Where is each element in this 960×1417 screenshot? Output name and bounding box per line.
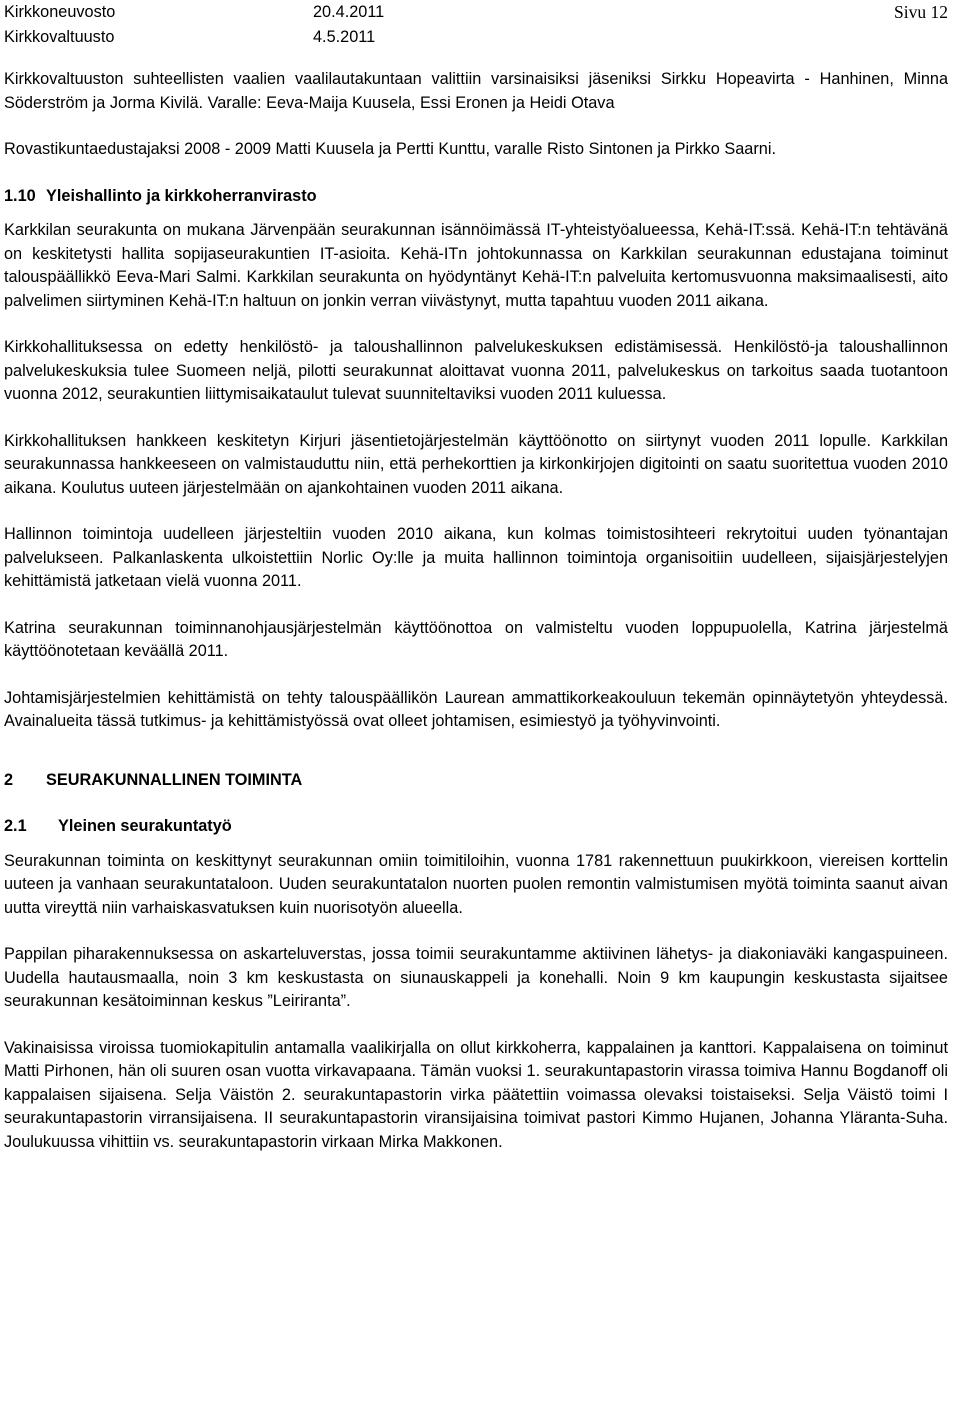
paragraph-johtamisjarjestelmat: Johtamisjärjestelmien kehittämistä on tehty talouspäällikön Laurean ammattikorkeakouluun tekemän opinnäytetyön yhteydessä. Avainalueita tässä tutkimus- ja kehittämistyössä ovat olleet johtamisen, esimiestyö ja työhyvinvointi. bbox=[4, 688, 948, 730]
paragraph-keha-it: Karkkilan seurakunta on mukana Järvenpään seurakunnan isännöimässä IT-yhteistyöalueessa, Kehä-IT:ssä. Kehä-IT:n tehtävänä on keskitetysti hallita sopijaseurakuntien IT-asioita. Kehä-ITn johtokunnassa on Karkkilan seurakunnan edustajana toiminut talouspäällikkö Eeva-Mari Salmi. Karkkilan seurakunta on hyödyntänyt Kehä-IT:n palveluita kertomusvuonna maksimaalisesti, aito palvelimen siirtyminen Kehä-IT:n haltuun on jonkin verran viivästynyt, mutta tapahtuu vuoden 2011 aikana. bbox=[4, 221, 948, 310]
section-title: Yleishallinto ja kirkkoherranvirasto bbox=[46, 186, 317, 205]
section-heading-2-1 bbox=[4, 815, 948, 839]
section-number: 1.10 bbox=[4, 186, 36, 205]
section-number: 2 bbox=[4, 770, 14, 789]
header-date-1: 20.4.2011 bbox=[313, 3, 385, 21]
paragraph-katrina: Katrina seurakunnan toiminnanohjausjärjestelmän käyttöönottoa on valmisteltu vuoden loppupuolella, Katrina järjestelmä käyttöönotetaan keväällä 2011. bbox=[4, 618, 948, 660]
header-org-kirkkoneuvosto: Kirkkoneuvosto bbox=[4, 3, 116, 21]
document-body bbox=[4, 68, 948, 1154]
paragraph-kirjuri: Kirkkohallituksen hankkeen keskitetyn Kirjuri jäsentietojärjestelmän käyttöönotto on siirtynyt vuoden 2011 lopulle. Karkkilan seurakunnassa hankkeeseen on valmistauduttu niin, että perhekorttien ja kirkonkirjojen digitointi on saatu suoritettua vuoden 2010 aikana. Koulutus uuteen järjestelmään on ajankohtainen vuoden 2011 aikana. bbox=[4, 431, 948, 497]
section-heading-2 bbox=[4, 769, 948, 793]
section-number: 2.1 bbox=[4, 817, 27, 835]
paragraph-palvelukeskus: Kirkkohallituksessa on edetty henkilöstö- ja taloushallinnon palvelukeskuksen edistämisessä. Henkilöstö-ja taloushallinnon palvelukeskuksia tulee Suomeen neljä, pilotti seurakunnat aloittavat vuonna 2011, palvelukeskus on tarkoitus saada tuotantoon vuonna 2012, seurakuntien liittymisaikataulut tulevat suunniteltaviksi vuoden 2011 kuluessa. bbox=[4, 338, 948, 403]
page-header bbox=[4, 0, 948, 50]
paragraph-virat: Vakinaisissa viroissa tuomiokapitulin antamalla vaalikirjalla on ollut kirkkoherra, kappalainen ja kanttori. Kappalaisena on toiminut Matti Pirhonen, hän oli suuren osan vuotta virkavapaana. Tämän vuoksi 1. seurakuntapastorin virassa toimiva Hannu Bogdanoff oli kappalaisen sijaisena. Selja Väistön 2. seurakuntapastorin virka päätettiin voimassa olevaksi toistaiseksi. Selja Väistö toimi I seurakuntapastorin virransijaisena. II seurakuntapastorin viransijaisina toimivat pastori Kimmo Hujanen, Johanna Yläranta-Suha. Joulukuussa vihittiin vs. seurakuntapastorin virkaan Mirka Makkonen. bbox=[4, 1038, 948, 1151]
paragraph-rovastikuntaedustaja: Rovastikuntaedustajaksi 2008 - 2009 Matti Kuusela ja Pertti Kunttu, varalle Risto Sintonen ja Pirkko Saarni. bbox=[4, 140, 776, 158]
section-title: Yleinen seurakuntatyö bbox=[58, 817, 232, 835]
paragraph-toimitilat: Seurakunnan toiminta on keskittynyt seurakunnan omiin toimitiloihin, vuonna 1781 rakennettuun puukirkkoon, viereisen korttelin uuteen ja vanhaan seurakuntataloon. Uuden seurakuntatalon nuorten puolen remontin valmistumisen myötä toiminta saanut aivan uutta vireyttä niin varhaiskasvatuksen kuin nuorisotyön alueella. bbox=[4, 851, 948, 917]
header-date-2: 4.5.2011 bbox=[313, 28, 376, 46]
header-org-kirkkovaltuusto: Kirkkovaltuusto bbox=[4, 28, 115, 46]
header-row-2 bbox=[4, 25, 948, 50]
section-title: SEURAKUNNALLINEN TOIMINTA bbox=[46, 770, 303, 789]
paragraph-vaalilautakunta: Kirkkovaltuuston suhteellisten vaalien vaalilautakuntaan valittiin varsinaisiksi jäseniksi Sirkku Hopeavirta - Hanhinen, Minna Söderström ja Jorma Kivilä. Varalle: Eeva-Maija Kuusela, Essi Eronen ja Heidi Otava bbox=[4, 70, 948, 112]
paragraph-pappila: Pappilan piharakennuksessa on askarteluverstas, jossa toimii seurakuntamme aktiivinen lähetys- ja diakoniaväki kangaspuineen. Uudella hautausmaalla, noin 3 km keskustasta on siunauskappeli ja konehalli. Noin 9 km kaupungin keskustasta sijaitsee seurakunnan kesätoiminnan keskus ”Leiriranta”. bbox=[4, 945, 948, 1010]
header-row-1 bbox=[4, 0, 948, 25]
section-heading-1-10 bbox=[4, 185, 948, 209]
page-number: Sivu 12 bbox=[894, 2, 948, 22]
paragraph-hallinto: Hallinnon toimintoja uudelleen järjesteltiin vuoden 2010 aikana, kun kolmas toimistosihteeri rekrytoitui uuden työnantajan palvelukseen. Palkanlaskenta ulkoistettiin Norlic Oy:lle ja muita hallinnon toimintoja organisoitiin uudelleen, sijaisjärjestelyjen kehittämistä jatketaan vielä vuonna 2011. bbox=[4, 525, 948, 590]
